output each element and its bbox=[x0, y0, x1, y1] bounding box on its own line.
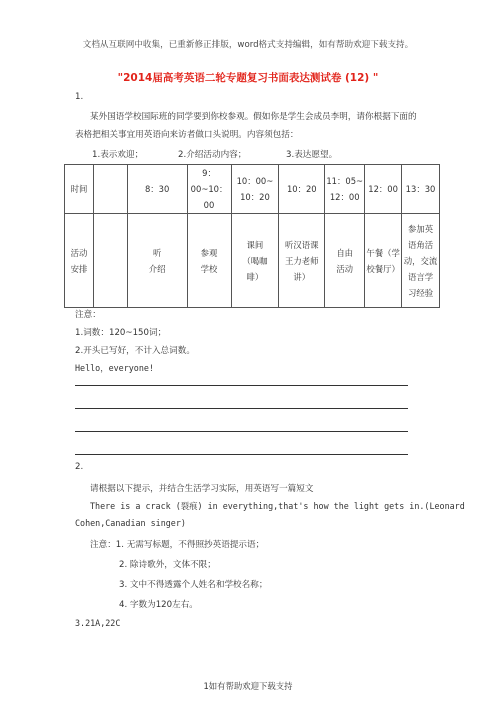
activity-cell: 参加英 语角活 动，交流 语言学 习经验 bbox=[402, 214, 440, 308]
schedule-activity-row bbox=[65, 214, 440, 308]
time-cell bbox=[93, 165, 127, 214]
activity-cell: 听汉语课 王力老师 讲） bbox=[279, 214, 325, 308]
quote-line-2: Cohen,Canadian singer) bbox=[75, 518, 186, 528]
time-cell: 13：30 bbox=[402, 165, 440, 214]
q2-note-4: 4. 字数为120左右。 bbox=[119, 600, 198, 610]
notes-heading: 注意： bbox=[75, 310, 101, 320]
content-point-3: 3.表达愿望。 bbox=[286, 150, 338, 160]
activity-cell bbox=[93, 214, 127, 308]
header-note: 文档从互联网中收集，已重新修正排版，word格式支持编辑，如有帮助欢迎下载支持。 bbox=[82, 40, 414, 50]
writing-line bbox=[75, 385, 408, 386]
time-cell: 12：00 bbox=[365, 165, 402, 214]
activity-cell: 课间 （喝咖 啡） bbox=[231, 214, 279, 308]
q2-note-2: 2. 除诗歌外，文体不限； bbox=[119, 560, 216, 570]
q2-note-3: 3. 文中不得透露个人姓名和学校名称； bbox=[119, 580, 268, 590]
quote-line-1: There is a crack (裂痕) in everything,that's how the light gets in.(Leonard bbox=[90, 501, 465, 511]
writing-line bbox=[75, 408, 408, 409]
q2-note-1: 注意：1. 无需写标题，不得照抄英语提示语； bbox=[90, 540, 265, 550]
time-cell: 8：30 bbox=[127, 165, 187, 214]
activity-cell: 自由 活动 bbox=[325, 214, 365, 308]
question-1-intro-line-2: 表格把相关事宜用英语向来访者做口头说明。内容须包括： bbox=[75, 130, 299, 140]
writing-line bbox=[75, 431, 408, 432]
activity-cell: 参观 学校 bbox=[187, 214, 231, 308]
content-point-2: 2.介绍活动内容； bbox=[178, 150, 247, 160]
activity-cell: 听 介绍 bbox=[127, 214, 187, 308]
time-cell: 10：20 bbox=[279, 165, 325, 214]
time-cell: 9：00~10：00 bbox=[187, 165, 231, 214]
time-row-header: 时间 bbox=[65, 165, 94, 214]
schedule-table bbox=[64, 164, 440, 308]
question-2-instruction: 请根据以下提示，并结合生活学习实际，用英语写一篇短文 bbox=[90, 484, 314, 494]
writing-line bbox=[75, 454, 408, 455]
note-word-count: 1.词数：120~150词； bbox=[75, 328, 167, 338]
document-title: "2014届高考英语二轮专题复习书面表达测试卷 (12) " bbox=[117, 72, 379, 84]
schedule-time-row bbox=[65, 165, 440, 214]
page-footer: 1如有帮助欢迎下载支持 bbox=[203, 681, 293, 691]
activity-row-header: 活动 安排 bbox=[65, 214, 94, 308]
answer-reference: 3.21A,22C bbox=[75, 618, 121, 628]
question-1-intro-line-1: 某外国语学校国际班的同学要到你校参观。假如你是学生会成员李明，请你根据下面的 bbox=[90, 112, 417, 122]
note-opening: 2.开头已写好，不计入总词数。 bbox=[75, 346, 195, 356]
question-2-number: 2. bbox=[75, 462, 84, 472]
time-cell: 10：00~ 10：20 bbox=[231, 165, 279, 214]
essay-opening: Hello，everyone! bbox=[75, 363, 154, 373]
activity-cell: 午餐（学 校餐厅） bbox=[365, 214, 402, 308]
time-cell: 11：05~ 12：00 bbox=[325, 165, 365, 214]
content-point-1: 1.表示欢迎； bbox=[92, 150, 144, 160]
question-1-number: 1. bbox=[75, 92, 84, 102]
